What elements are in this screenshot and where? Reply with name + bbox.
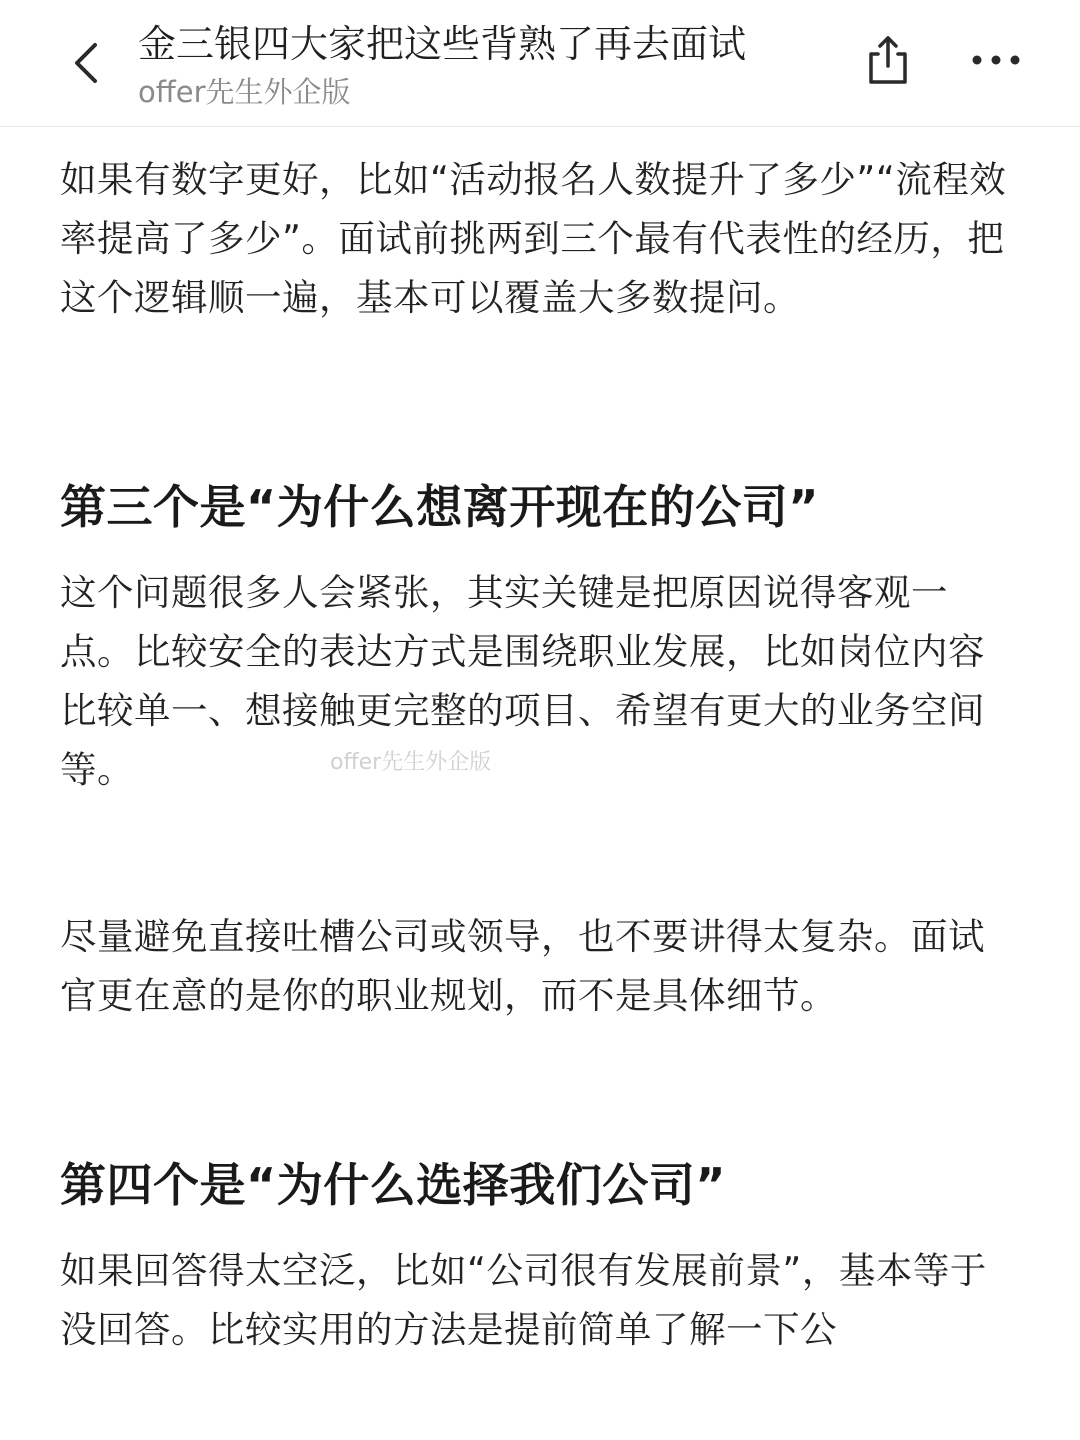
paragraph-numbers-tip: 如果有数字更好，比如“活动报名人数提升了多少”“流程效率提高了多少”。面试前挑两到三个最有代表性的经历，把这个逻辑顺一遍，基本可以覆盖大多数提问。 — [60, 158, 1007, 319]
paragraph-why-our-company: 如果回答得太空泛，比如“公司很有发展前景”，基本等于没回答。比较实用的方法是提前简单了解一下公 — [60, 1249, 987, 1351]
section-heading-3: 第三个是“为什么想离开现在的公司” — [60, 480, 819, 534]
watermark: offer先生外企版 — [330, 750, 492, 775]
section-heading-4: 第四个是“为什么选择我们公司” — [60, 1158, 726, 1212]
paragraph-avoid-complaints: 尽量避免直接吐槽公司或领导，也不要讲得太复杂。面试官更在意的是你的职业规划，而不是具体细节。 — [60, 915, 985, 1017]
share-icon — [866, 34, 910, 86]
page-title: 金三银四大家把这些背熟了再去面试 — [138, 22, 747, 66]
article-body — [60, 150, 1020, 1359]
paragraph-leaving-reason: 这个问题很多人会紧张，其实关键是把原因说得客观一点。比较安全的表达方式是围绕职业发展，比如岗位内容比较单一、想接触更完整的项目、希望有更大的业务空间等。 — [60, 571, 985, 791]
header-title-block — [138, 14, 838, 110]
top-nav-bar — [0, 0, 1080, 127]
back-button[interactable] — [56, 30, 116, 96]
more-button[interactable] — [966, 40, 1026, 80]
more-horizontal-icon — [971, 54, 1021, 66]
share-button[interactable] — [858, 30, 918, 90]
chevron-left-icon — [71, 41, 101, 85]
author-name[interactable]: offer先生外企版 — [138, 75, 351, 109]
